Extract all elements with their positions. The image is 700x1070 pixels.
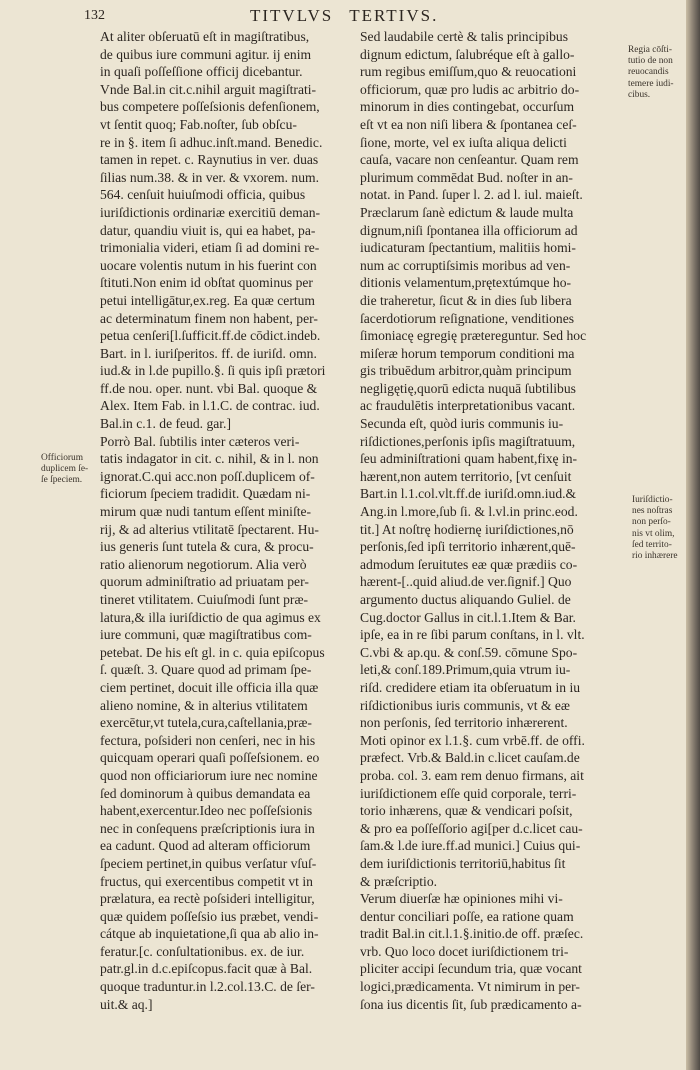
text-line: notat. in Pand. ſuper l. 2. ad l. iul. maieſt. xyxy=(360,187,583,203)
text-line: mirum quæ nudi tantum eſſent miniſte- xyxy=(100,504,312,520)
text-line: riſd. credidere etiam ita obſeruatum in iu xyxy=(360,679,581,695)
text-line: 564. cenſuit huiuſmodi officia, quibus xyxy=(100,187,306,203)
page-number: 132 xyxy=(84,8,105,23)
text-line: Præclarum ſanè edictum & laude multa xyxy=(360,204,574,220)
text-line: quorum adminiſtratio ad priuatam per- xyxy=(100,574,309,590)
text-line: ſimoniacę egregię prætereguntur. Sed hoc xyxy=(360,328,587,344)
text-line: re in §. item ſi adhuc.inſt.mand. Benedic. xyxy=(100,134,323,150)
text-line: iure communi, quæ magiſtratibus com- xyxy=(100,627,312,643)
text-line: cátque ab inquietatione,ſi qua ab alio in- xyxy=(100,926,319,942)
text-line: tatis indagator in cit. c. nihil, & in l. non xyxy=(100,451,319,467)
text-line: pliciter accipi ſecundum tria, quæ vocant xyxy=(360,961,582,977)
text-line: perſonis,ſed ipſi territorio inhærent,quē- xyxy=(360,539,576,555)
text-line: rij, & ad alterius vtilitatē ſpectarent. Hu- xyxy=(100,521,319,537)
margin-note-line: reuocandis xyxy=(628,67,669,78)
text-line: dem iuriſdictionis territoriū,habitus ſit xyxy=(360,855,566,871)
text-line: proba. col. 3. eam rem denuo firmans, ait xyxy=(360,767,584,783)
text-line: iuriſdictionem eſſe quid corporale, terri- xyxy=(360,785,577,801)
text-line: fectura, poſsideri non cenſeri, nec in his xyxy=(100,732,316,748)
text-line: negligętię,quorū edicta nuquā ſubtilibus xyxy=(360,380,576,396)
text-line: ipſe, ea in re ſibi parum conſtans, in l. vlt. xyxy=(360,627,585,643)
text-line: miſeræ horum temporum conditioni ma xyxy=(360,345,575,361)
text-line: gis tribuēdum arbitror,quàm principum xyxy=(360,363,572,379)
right-column xyxy=(360,28,626,1013)
text-line: vt ſentit quoq; Fab.noſter, ſub obſcu- xyxy=(100,116,297,132)
text-line: riſdictiones,perſonis ipſis magiſtratuum, xyxy=(360,433,576,449)
text-line: ſacerdotiorum reſignatione, venditiones xyxy=(360,310,575,326)
text-line: iuriſdictionis ordinariæ exercitiū deman- xyxy=(100,204,321,220)
text-line: patr.gl.in d.c.epiſcopus.facit quæ à Bal. xyxy=(100,961,313,977)
text-line: Sed laudabile certè & talis principibus xyxy=(360,29,569,44)
text-line: petui intelligātur,ex.reg. Ea quæ certum xyxy=(100,292,315,308)
text-line: dignum edictum, ſalubréque eſt à gallo- xyxy=(360,46,575,62)
text-line: Porrò Bal. ſubtilis inter cæteros veri- xyxy=(100,433,300,449)
margin-note-line: tutio de non xyxy=(628,56,673,67)
text-line: tineret vtilitatem. Cuiuſmodi ſunt præ- xyxy=(100,592,309,607)
text-line: ſpeciem pertinet,in quibus verſatur vſuſ- xyxy=(100,855,317,871)
text-line: Ang.in l.more,ſub ſi. & l.vl.in princ.eod. xyxy=(360,504,578,520)
margin-note-right-top xyxy=(628,45,686,101)
text-line: ſilias num.38. & in ver. & vxorem. num. xyxy=(100,169,319,185)
text-line: nec in conſequens præſcriptionis iura in xyxy=(100,820,315,836)
text-line: Bal.in c.1. de feud. gar.] xyxy=(100,416,231,432)
text-line: rum regibus emiſſum,quo & reuocationi xyxy=(360,64,577,80)
text-line: eſt vt ea non niſi libera & ſpontanea ceſ- xyxy=(360,116,577,132)
margin-note-line: ſe ſpeciem. xyxy=(41,475,83,486)
text-line: Cug.doctor Gallus in cit.l.1.Item & Bar. xyxy=(360,609,576,625)
text-line: iudicaturam ſpectantium, malitiis homi- xyxy=(360,240,576,256)
text-line: argumento ductus aliquando Guliel. de xyxy=(360,592,571,607)
running-head: TITVLVS TERTIVS. xyxy=(250,6,439,25)
margin-note-line: ſed territo- xyxy=(632,539,672,550)
text-line: habent,exercentur.Ideo nec poſſeſsionis xyxy=(100,803,313,819)
text-line: ius generis ſunt tutela & cura, & procu- xyxy=(100,539,314,555)
text-line: prælatura, ea rectè poſsideri intelligitur, xyxy=(100,891,315,907)
text-line: hærent-[..quid aliud.de ver.ſignif.] Quo xyxy=(360,574,572,590)
margin-note-line: non perſo- xyxy=(632,517,671,528)
text-line: exercētur,vt tutela,cura,caſtellania,præ- xyxy=(100,715,312,731)
margin-note-line: rio inhærere xyxy=(632,551,678,562)
text-line: uit.& aq.] xyxy=(100,996,153,1012)
text-line: quicquam operari quaſi poſſeſsionem. eo xyxy=(100,750,320,766)
margin-note-line: temere iudi- xyxy=(628,78,674,89)
text-line: dentur conciliari poſſe, ea ratione quam xyxy=(360,908,574,924)
text-line: C.vbi & ap.qu. & conſ.59. cōmune Spo- xyxy=(360,644,578,660)
text-line: Moti opinor ex l.1.§. cum vrbē.ff. de offi. xyxy=(360,732,585,748)
text-line: quoque traduntur.in l.2.col.13.C. de ſer- xyxy=(100,979,315,995)
margin-note-line: duplicem ſe- xyxy=(41,464,89,475)
text-line: trimonialia videri, etiam ſi ad domini re- xyxy=(100,240,320,256)
text-line: ficiorum ſpeciem tradidit. Quædam ni- xyxy=(100,486,311,502)
text-line: tamen in repet. c. Raynutius in ver. duas xyxy=(100,152,319,168)
margin-note-line: Iuriſdictio- xyxy=(632,495,673,505)
margin-note-line: Officiorum xyxy=(41,453,84,463)
text-line: ſtituti.Non enim id obſtat quominus per xyxy=(100,275,313,291)
text-line: dignum,niſi ſpontanea illa officiorum ad xyxy=(360,222,578,238)
text-line: & præſcriptio. xyxy=(360,873,438,889)
text-line: logici,prædicamenta. Vt nimirum in per- xyxy=(360,979,580,995)
text-line: At aliter obſeruatū eſt in magiſtratibus, xyxy=(100,29,310,44)
margin-note-left xyxy=(41,453,99,487)
text-line: admodum ſeruitutes eæ quæ prædiis co- xyxy=(360,556,578,572)
text-line: torio inhærens, quæ & vendicari poſsit, xyxy=(360,803,573,819)
text-line: ſam.& l.de iure.ff.ad munici.] Cuius qui- xyxy=(360,838,581,854)
text-line: ratio alienorum negotiorum. Alia verò xyxy=(100,556,307,572)
margin-note-line: nes noſtras xyxy=(632,506,673,517)
page-header xyxy=(84,6,686,28)
text-line: minorum in dies contingebat, occurſum xyxy=(360,99,575,115)
text-line: petua cenſeri[l.ſufficit.ff.de cōdict.indeb. xyxy=(100,328,321,344)
text-line: Verum diuerſæ hæ opiniones mihi vi- xyxy=(360,891,563,907)
text-line: tit.] At noſtrę hodiernę iuriſdictiones,nō xyxy=(360,521,574,537)
margin-note-right-mid xyxy=(632,495,686,562)
text-line: & pro ea poſſeſſorio agi[per d.c.licet cau- xyxy=(360,820,583,836)
left-column xyxy=(100,28,359,1013)
text-line: cauſa, vacare non cenſeantur. Quam rem xyxy=(360,152,579,168)
text-line: ſed dominorum à quibus demandata ea xyxy=(100,785,311,801)
text-line: alieno nomine, & in alterius vtilitatem xyxy=(100,697,308,713)
text-line: ciem pertinet, docuit ille officia illa quæ xyxy=(100,679,319,695)
text-line: de quibus iure communi agitur. ij enim xyxy=(100,46,312,62)
text-line: leti,& conſ.189.Primum,quia vtrum iu- xyxy=(360,662,571,678)
text-line: Vnde Bal.in cit.c.nihil arguit magiſtrati- xyxy=(100,81,317,97)
text-line: iud.& in l.de pupillo.§. ſi quis ipſi prætori xyxy=(100,363,326,379)
text-line: Bart.in l.1.col.vlt.ff.de iuriſd.omn.iud.& xyxy=(360,486,577,502)
text-line: bus competere poſſeſsionis defenſionem, xyxy=(100,99,320,115)
text-line: ff.de nou. oper. nunt. vbi Bal. quoque & xyxy=(100,380,318,396)
text-line: non perſonis, ſed territorio inhærerent. xyxy=(360,715,568,731)
text-line: officiorum, quæ pro ludis ac arbitrio do- xyxy=(360,81,580,97)
text-line: ac determinatum finem non habent, per- xyxy=(100,310,318,326)
text-line: petebat. De his eſt gl. in c. quia epiſcopus xyxy=(100,644,325,660)
text-line: ſeu adminiſtrationi quam habent,fixę in- xyxy=(360,451,578,467)
text-line: ignorat.C.qui acc.non poſſ.duplicem of- xyxy=(100,468,315,484)
text-line: in quaſi poſſeſſione officij dicebantur. xyxy=(100,64,303,80)
text-line: die traheretur, ſicut & in dies ſub libera xyxy=(360,292,572,308)
text-line: ſona ius dicentis ſit, ſub prædicamento a- xyxy=(360,996,582,1012)
text-line: plurimum commēdat Bud. noſter in an- xyxy=(360,169,573,185)
text-line: ſione, morte, vel ex iuſta aliqua delicti xyxy=(360,134,567,150)
text-line: hærent,non autem territorio, [vt cenſuit xyxy=(360,468,572,484)
text-line: ac fraudulētis interpretationibus vacant. xyxy=(360,398,576,414)
page-edge xyxy=(686,0,700,1070)
text-line: ditionis velamentum,prętextúmque ho- xyxy=(360,275,572,291)
text-line: latura,& illa iuriſdictio de qua agimus ex xyxy=(100,609,321,625)
text-line: ea cadunt. Quod ad alteram officiorum xyxy=(100,838,311,854)
text-line: Bart. in l. iuriſperitos. ff. de iuriſd. omn. xyxy=(100,345,317,361)
text-line: num ac corruptiſsimis moribus ad ven- xyxy=(360,257,571,273)
text-line: Secunda eſt, quòd iuris communis iu- xyxy=(360,416,564,432)
margin-note-line: cibus. xyxy=(628,89,651,100)
text-line: præfect. Vrb.& Bald.in c.licet cauſam.de xyxy=(360,750,580,766)
text-line: uocare volentis nutum in his fuerint con xyxy=(100,257,317,273)
margin-note-line: Regia cōſti- xyxy=(628,45,672,55)
margin-note-line: nis vt olim, xyxy=(632,528,675,539)
text-line: quæ quidem poſſeſsio ius præbet, vendi- xyxy=(100,908,319,924)
text-line: datur, quandiu viuit is, qui ea habet, pa- xyxy=(100,222,316,238)
text-line: ſ. quæſt. 3. Quare quod ad primam ſpe- xyxy=(100,662,312,678)
text-line: fructus, qui exercentibus competit vt in xyxy=(100,873,313,889)
text-line: vrb. Quo loco docet iuriſdictionem tri- xyxy=(360,943,569,959)
text-line: quod non officiariorum iure nec nomine xyxy=(100,767,318,783)
text-line: Alex. Item Fab. in l.1.C. de contrac. iud. xyxy=(100,398,320,414)
text-line: feratur.[c. conſultationibus. ex. de iur. xyxy=(100,943,305,959)
text-line: riſdictionibus iuris communis, vt & eæ xyxy=(360,697,570,713)
text-line: tradit Bal.in cit.l.1.§.initio.de off. præſec. xyxy=(360,926,584,942)
